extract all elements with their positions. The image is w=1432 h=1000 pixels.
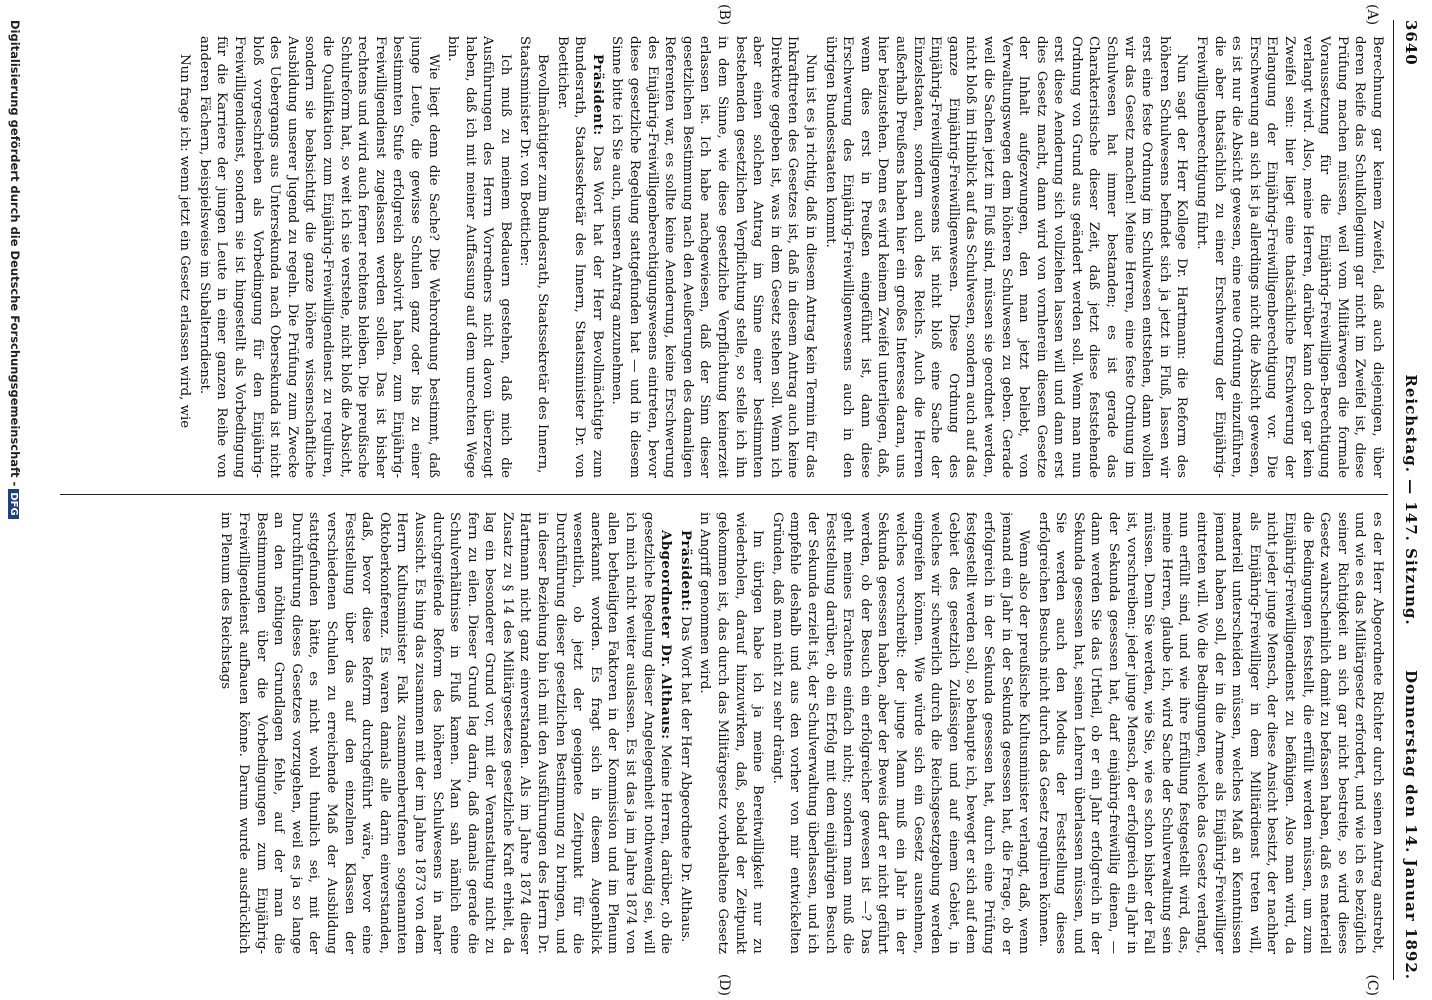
margin-mark-c: (C) bbox=[1364, 974, 1380, 996]
right-paragraph-4-text: Das Wort hat der Herr Abgeordnete Dr. Althaus. bbox=[677, 615, 693, 943]
header-title: Reichstag. — 147. Sitzung. bbox=[1402, 374, 1420, 626]
left-paragraph-6: Wie liegt denn die Sache? Die Wehrordnung bestimmt, daß junge Leute, die gewisse Schulen ganz oder bis zu einer bestimmten Stufe erfolgreich absolvirt haben, zum Einjährig-Freiwilligendienst zugelassen werden sollen. Das ist bisher rechtens und wird auch ferner rechtens bleiben. Die preußische Schulreform hat, so weit ich sie verstehe, nicht bloß die Absicht, die Qualifikation zum Einjährig-Freiwilligendienst zu reguliren, sondern sie beabsichtigt die ganze höhere wissenschaftliche Ausbildung unserer Jugend zu regeln. Die Prüfung zum Zwecke des Uebergangs aus Untersekunda nach Obersekunda ist nicht bloß vorgeschrieben als Vorbedingung für den Einjährig-Freiwilligendienst, sondern sie ist hingestellt als Vorbedingung für die Karriere der jungen Leute in einer ganzen Reihe von anderen Fächern, beispielsweise im Subalterndienst. bbox=[196, 36, 441, 478]
dfg-logo: DFG bbox=[8, 489, 19, 518]
speaker-althaus: Abgeordneter Dr. Althaus: bbox=[658, 530, 674, 740]
left-paragraph-4-text: Das Wort hat der Herr Bevollmächtigte zum Bundesrath, Staatssekretär des Innern, Staatsminister Dr. von Boetticher. bbox=[554, 36, 605, 478]
speaker-president-2: Präsident: bbox=[677, 530, 693, 612]
left-paragraph-4 bbox=[553, 36, 606, 478]
speaker-boetticher: Bevollmächtigter zum Bundesrath, Staatssekretär des Innern, Staatsminister Dr. von Boetticher: bbox=[517, 36, 551, 474]
page-header bbox=[1396, 20, 1424, 980]
left-paragraph-2: Nun sagt der Herr Kollege Dr. Hartmann: die Reform des höheren Schulwesens befindet sich ja jetzt in Fluß, lassen wir erst eine feste Ordnung im Schulwesen entstehen, dann wollen wir das Gesetz machen! Meine Herren, eine feste Ordnung im Schulwesen hat immer bestanden; es ist gerade das Charakteristische dieser Zeit, daß jetzt diese feststehende Ordnung von Grund aus geändert werden soll. Wenn man nun erst diese Aenderung sich vollziehen lassen will und dann erst dies Gesetz macht, dann wird von vornherein diesem Gesetze der Inhalt aufgezwungen, den man jetzt beliebt, von Verwaltungswegen dem höheren Schulwesen zu geben. Gerade weil die Sachen jetzt im Fluß sind, müssen sie geordnet werden, nicht bloß im Hinblick auf das Schulwesen, sondern auch auf das ganze Einjährig-Freiwilligenwesen. Diese Ordnung des Einjährig-Freiwilligenwesens ist nicht bloß eine Sache der Einzelstaaten, sondern auch des Reichs. Auch die Herren außerhalb Preußens haben hier ein großes Interesse daran, uns hier beizustehen. Denn es wird keinem Zweifel unterliegen, daß, wenn dies erst in Preußen eingeführt ist, dann diese Erschwerung des Einjährig-Freiwilligenwesens auch in den übrigen Bundesstaaten kommt. bbox=[822, 36, 1190, 478]
margin-mark-a: (A) bbox=[1364, 4, 1380, 26]
right-paragraph-5 bbox=[217, 512, 674, 954]
left-paragraph-1: Berechnung gar keinem Zweifel, daß auch diejenigen, über deren Reife das Schulkollegium gar nicht im Zweifel ist, diese Prüfung machen müssen, weil vom Militärwegen die formale Voraussetzung für die Einjährig-Freiwilligen-Berechtigung verlangt wird. Also, meine Herren, darüber kann doch gar kein Zweifel sein: hier liegt eine thatsächliche Erschwerung der Erlangung der Einjährig-Freiwilligenberechtigung vor. Die Erschwerung an sich ist ja allerdings nicht die Absicht gewesen, es ist nur die Absicht gewesen, eine neue Ordnung einzuführen, die aber thatsächlich zu einer Erschwerung der Einjährig-Freiwilligenberechtigung führt. bbox=[1194, 36, 1385, 478]
header-date: Donnerstag den 14. Januar 1892. bbox=[1402, 670, 1420, 980]
left-paragraph-5: Ich muß zu meinem Bedauern gestehen, daß mich die Ausführungen des Herrn Vorredners nicht davon überzeugt haben, daß ich mit meiner Auffassung auf dem unrechten Wege bin. bbox=[445, 36, 513, 478]
left-paragraph-3: Nun ist es ja richtig, daß in diesem Antrag kein Termin für das Inkrafttreten des Gesetzes ist, daß in diesem Antrag auch keine Direktive gegeben ist, was in dem Gesetz stehen soll. Wenn ich aber einen solchen Antrag im Sinne einer bestimmten bestehenden gesetzlichen Verpflichtung stelle, so stelle ich ihn in dem Sinne, wie diese gesetzliche Verpflichtung keinerzeit erlassen ist. Ich habe nachgewiesen, daß der Sinn dieser gesetzlichen Bestimmung nach den Aeußerungen des damaligen Referenten war, es sollte keine Aenderung, keine Erschwerung des Einjährig-Freiwilligenberechtigungswesens eintreten, bevor diese gesetzliche Regelung stattgefunden hat — und in diesem Sinne bitte ich Sie auch, unseren Antrag anzunehmen. bbox=[609, 36, 818, 478]
page-number: 3640 bbox=[1402, 20, 1420, 66]
right-paragraph-2: Wenn also der preußische Kultusminister verlangt, daß, wenn jemand ein Jahr in der Sekunda gesessen hat, die Frage, ob er erfolgreich in der Sekunda gesessen hat, durch eine Prüfung festgestellt werden soll, so behaupte ich, bewegt er sich auf dem Gebiet des gesetzlich Zulässigen und auf einem Gebiet, in welches wir schwerlich durch die Reichsgesetzgebung werden eingreifen können. Wie würde sich ein Gesetz ausnehmen, welches vorschreibt: der junge Mann muß ein Jahr in der Sekunda gesessen haben, aber der Beweis darf er nicht geführt werden, ob der Besuch ein erfolgreicher gewesen ist —? Das geht meines Erachtens einfach nicht; sondern man muß die Feststellung darüber, ob ein Erfolg mit dem einjährigen Besuch der Sekunda erzielt ist, der Schulverwaltung überlassen, und ich empfehle deshalb und aus den vorher von mir entwickelten Gründen, daß man nicht zu sehr drängt. bbox=[769, 512, 1032, 954]
digitization-credit bbox=[8, 20, 22, 519]
speaker-president: Präsident: bbox=[589, 54, 605, 136]
right-paragraph-3: Im übrigen habe ich ja meine Bereitwilligkeit nur zu wiederholen, darauf hinzuwirken, daß, sobald der Zeitpunkt gekommen ist, das durch das Militärgesetz vorbehaltene Gesetz in Angriff genommen wird. bbox=[697, 512, 766, 954]
right-column bbox=[60, 512, 1386, 954]
left-column bbox=[60, 36, 1386, 478]
left-paragraph-7: Nun frage ich: wenn jetzt ein Gesetz erlassen wird, wie bbox=[177, 54, 193, 429]
right-paragraph-1: es der Herr Abgeordnete Richter durch seinen Antrag anstrebt, und wie es das Militärgesetz erfordert, und wie ich es bezüglich seiner Richtigkeit an sich gar nicht bestreite, so wird dieses Gesetz wahrscheinlich damit zu befassen haben, daß es materiell die Bedingungen feststellt, die erfüllt werden müssen, um zum Einjährig-Freiwilligendienst zu befähigen. Also man wird, da nicht jeder junge Mensch, der diese Ansicht besitzt, der nachher als Einjährig-Freiwilliger in dem Militärdienst treten will, materiell unterscheiden müssen, welches Maß an Kenntnissen jemand haben soll, der in die Armee als Einjährig-Freiwilliger eintreten will. Wo die Bedingungen, welche das Gesetz verlangt, nun erfüllt sind, und wie ihre Erfüllung festgestellt wird, das, meine Herren, glaube ich, wird Sache der Schulverwaltung sein müssen. Denn Sie werden, wie Sie, wie es schon bisher der Fall ist, vorschreiben: jeder junge Mensch, der erfolgreich ein Jahr in der Sekunda gesessen hat, darf einjährig-freiwillig dienen, — dann werden Sie das Urtheil, ob er ein Jahr erfolgreich in der Sekunda gesessen hat, seinen Lehrern überlassen müssen, und Sie werden auch den Modus der Feststellung dieses erfolgreichen Besuchs nicht durch das Gesetz reguliren können. bbox=[1035, 512, 1385, 954]
margin-mark-b: (B) bbox=[716, 4, 732, 26]
right-paragraph-5-text: Meine Herren, darüber, ob die gesetzliche Regelung dieser Angelegenheit nothwendig sei, will ich mich nicht weiter auslassen. Es ist das ja im Jahre 1874 von allen betheiligten Faktoren in der Kommission und im Plenum anerkannt worden. Es fragt sich in diesem Augenblick wesentlich, ob jetzt der geeignete Zeitpunkt für die Durchführung dieser gesetzlichen Bestimmung zu bringen, und in dieser Beziehung bin ich mit den Ausführungen des Herrn Dr. Hartmann nicht ganz einverstanden. Als im Jahre 1874 dieser Zusatz zu § 14 des Militärgesetzes gesetzliche Kraft erhielt, da lag ein besonderer Grund vor, mit der Veranstaltung nicht zu fern zu eilen. Dieser Grund lag darin, daß damals gerade die Schulverhältnisse in Fluß kamen. Man sah nämlich eine durchgreifende Reform des höheren Schulwesens in naher Aussicht. Es hing das zusammen mit der im Jahre 1873 von dem Herrn Kultusminister Falk zusammenberufenen sogenannten Oktoberkonferenz. Es waren damals alle darin einverstanden, daß, bevor diese Reform durchgeführt wäre, bevor eine Feststellung über das auf den einzelnen Klassen der verschiedenen Schulen zu erreichende Maß der Ausbildung stattgefunden hätte, es nicht wohl thunlich sei, mit der Durchführung dieses Gesetzes vorzugehen, weil es ja so lange an den nöthigen Grundlagen fehle, auf der man die Bestimmungen über die Vorbedingungen zum Einjährig-Freiwilligendienst aufbauen könne. Darum wurde ausdrücklich im Plenum des Reichstags bbox=[218, 512, 674, 954]
margin-mark-d: (D) bbox=[716, 973, 732, 996]
right-paragraph-4 bbox=[676, 512, 694, 954]
column-divider bbox=[60, 494, 1388, 495]
credit-text: Digitalisierung gefördert durch die Deutsche Forschungsgemeinschaft - bbox=[8, 20, 22, 487]
header-rule bbox=[1393, 20, 1394, 980]
